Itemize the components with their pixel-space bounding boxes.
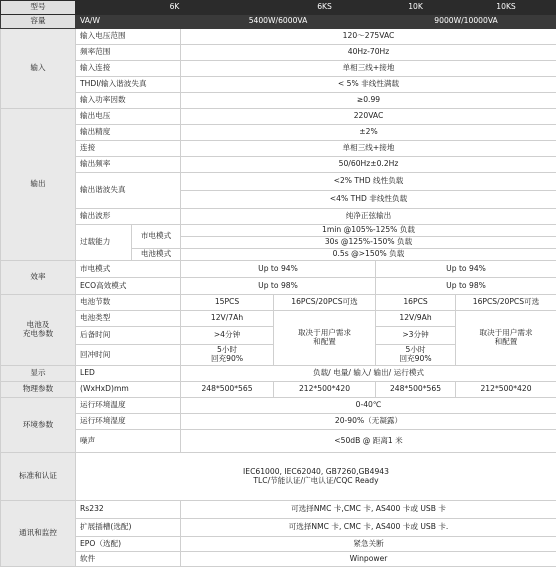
input-value: < 5% 非线性满载 [181,77,556,93]
output-value: 220VAC [181,109,556,125]
display-section-label: 显示 [1,366,76,382]
display-value: 负载/ 电量/ 输入/ 输出/ 运行模式 [181,366,556,382]
output-value: <2% THD 线性负载 [181,173,556,191]
model-label: 型号 [1,1,76,15]
input-key: 输入功率因数 [76,93,181,109]
input-key: 频率范围 [76,45,181,61]
battery-count-6k: 15PCS [181,295,274,311]
battery-section-label [1,295,76,366]
capacity-label: 容量 [1,15,76,29]
output-value: 单相三线+接地 [181,141,556,157]
efficiency-key: 市电模式 [76,261,181,278]
battery-key: 电池节数 [76,295,181,311]
environment-value: <50dB @ 距离1 米 [181,430,556,453]
comms-value: Winpower [181,552,556,567]
environment-key: 噪声 [76,430,181,453]
physical-10k: 248*500*565 [376,382,456,398]
overload-key: 过载能力 [76,225,132,261]
comms-value: 可选择NMC 卡, CMC 卡, AS400 卡或 USB 卡. [181,519,556,537]
physical-section-label: 物理参数 [1,382,76,398]
input-key: 输入连接 [76,61,181,77]
output-value: 50/60Hz±0.2Hz [181,157,556,173]
battery-recharge-10k: 5小时 回充90% [376,345,456,366]
standards-value [76,453,556,501]
output-key: 输出频率 [76,157,181,173]
efficiency-value: Up to 94% [181,261,376,278]
efficiency-key: ECO高效模式 [76,278,181,295]
environment-value: 0-40℃ [181,398,556,414]
overload-value: 1min @105%-125% 负载 [181,225,556,237]
input-value: 单相三线+接地 [181,61,556,77]
input-key: 输入电压范围 [76,29,181,45]
capacity-unit: VA/W [76,15,181,29]
efficiency-value: Up to 98% [181,278,376,295]
output-value: ±2% [181,125,556,141]
environment-key: 运行环境温度 [76,398,181,414]
display-key: LED [76,366,181,382]
physical-key: (WxHxD)mm [76,382,181,398]
physical-6ks: 212*500*420 [274,382,376,398]
capacity-row [1,15,556,29]
model-10k: 10K [376,1,456,15]
model-6k: 6K [76,1,274,15]
environment-value: 20-90%（无凝露） [181,414,556,430]
comms-key: EPO（选配) [76,537,181,552]
output-key: 输出波形 [76,209,181,225]
efficiency-value: Up to 98% [376,278,556,295]
battery-backup-10k: >3分钟 [376,327,456,345]
overload-battery-mode: 电池模式 [132,249,181,261]
battery-custom-10ks: 取决于用户需求 和配置 [456,311,556,366]
output-key: 连接 [76,141,181,157]
environment-section-label: 环境参数 [1,398,76,453]
comms-section-label: 通讯和监控 [1,501,76,567]
battery-custom-6ks: 取决于用户需求 和配置 [274,311,376,366]
efficiency-section-label: 效率 [1,261,76,295]
capacity-6k: 5400W/6000VA [181,15,376,29]
physical-6k: 248*500*565 [181,382,274,398]
output-value: 纯净正弦输出 [181,209,556,225]
battery-key: 回冲时间 [76,345,181,366]
battery-count-10ks: 16PCS/20PCS可选 [456,295,556,311]
model-header-row [1,1,556,15]
battery-key: 后备时间 [76,327,181,345]
input-section-label: 输入 [1,29,76,109]
output-key: 输出精度 [76,125,181,141]
battery-type-10k: 12V/9Ah [376,311,456,327]
overload-value: 30s @125%-150% 负载 [181,237,556,249]
output-value: <4% THD 非线性负载 [181,191,556,209]
environment-key: 运行环境湿度 [76,414,181,430]
comms-key: 扩展插槽(选配) [76,519,181,537]
input-key: THDI/输入谐波失真 [76,77,181,93]
battery-key: 电池类型 [76,311,181,327]
output-key: 输出电压 [76,109,181,125]
standards-line2: TLC/节能认证/广电认证/CQC Ready [80,477,552,486]
model-6ks: 6KS [274,1,376,15]
comms-key: 软件 [76,552,181,567]
input-value: ≥0.99 [181,93,556,109]
overload-mains-mode: 市电模式 [132,225,181,249]
battery-label-line2: 充电参数 [5,330,71,339]
battery-count-6ks: 16PCS/20PCS可选 [274,295,376,311]
battery-count-10k: 16PCS [376,295,456,311]
capacity-10k: 9000W/10000VA [376,15,556,29]
standards-line1: IEC61000, IEC62040, GB7260,GB4943 [80,468,552,477]
physical-10ks: 212*500*420 [456,382,556,398]
input-value: 40Hz-70Hz [181,45,556,61]
efficiency-value: Up to 94% [376,261,556,278]
comms-value: 紧急关断 [181,537,556,552]
battery-type-6k: 12V/7Ah [181,311,274,327]
battery-label-line1: 电池及 [5,321,71,330]
standards-section-label: 标准和认证 [1,453,76,501]
comms-key: Rs232 [76,501,181,519]
output-key: 输出谐波失真 [76,173,181,209]
battery-recharge-6k: 5小时 回充90% [181,345,274,366]
overload-value: 0.5s @>150% 负载 [181,249,556,261]
input-value: 120～275VAC [181,29,556,45]
battery-backup-6k: >4分钟 [181,327,274,345]
model-10ks: 10KS [456,1,556,15]
comms-value: 可选择NMC 卡,CMC 卡, AS400 卡或 USB 卡 [181,501,556,519]
output-section-label: 输出 [1,109,76,261]
